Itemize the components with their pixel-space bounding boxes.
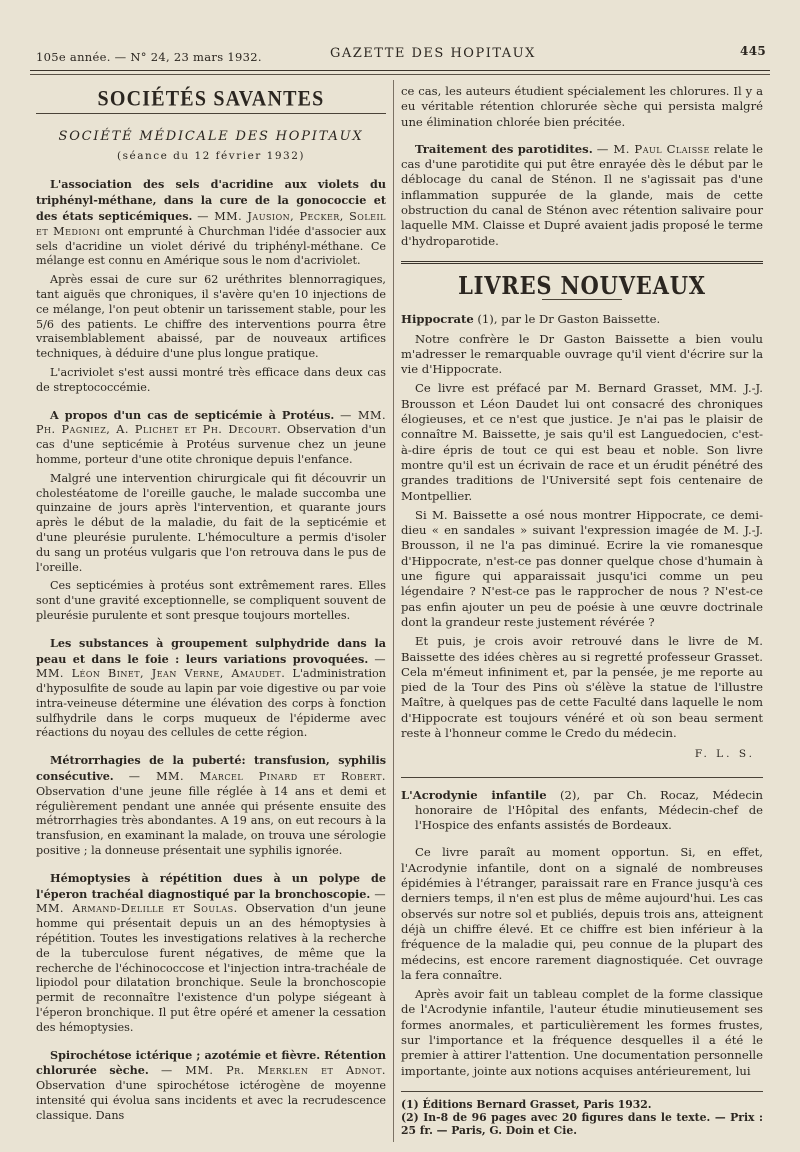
seance-date: (séance du 12 février 1932) xyxy=(117,149,305,162)
journal-title: GAZETTE DES HOPITAUX xyxy=(330,46,536,61)
article-body: Observation d'une spirochétose ictérogène de moyenne intensité qui évolua sans incidents et avec la recrudescence classique. Dans xyxy=(36,1079,386,1122)
article-authors: — MM. Pr. Merklen et Adnot. xyxy=(161,1064,386,1078)
book-title: L'Acrodynie infantile xyxy=(401,787,547,802)
article-body: L'administration d'hyposulfite de soude au lapin par voie digestive ou par voie intra-veineuse détermine une élévation des corps à fonction sulfhydrile dans le corps muqueux de l'épiderme avec réactions du noyau des cellules de cette région. xyxy=(36,667,386,740)
article-sulphydride xyxy=(36,636,386,742)
article-metrorrhagies xyxy=(36,753,386,859)
article-body: Observation d'un jeune homme qui présentait depuis un an des hémoptysies à répétition. Toutes les investigations relatives à la recherche de la tuberculose furent négatives, de même que la recherche de l'échinococcose et l'injection intra-trachéale de lipiodol pour dilatation bronchique. Seule la bronchoscopie permit de reconnaître l'existence d'un polype siégeant à l'éperon bronchique. Il put être opéré et amener la cessation des hémoptysies. xyxy=(36,902,387,1034)
footnotes xyxy=(401,1091,763,1137)
book-reference: (2), par Ch. Rocaz, Médecin honoraire de l'Hôpital des enfants, Médecin-chef de l'Hospice des enfants assistés de Bordeaux. xyxy=(415,787,764,833)
column-divider xyxy=(393,80,394,1142)
review-paragraph: Après avoir fait un tableau complet de la forme classique de l'Acrodynie infantile, l'auteur étudie minutieusement ses formes anormales, et particulièrement les formes frustes, sur l'importance et la fréquence desquelles il a été le premier à attirer l'attention. Une documentation personnelle importante, jointe aux notions acquises antérieurement, lui xyxy=(401,987,763,1078)
article-body: relate le cas d'une parotidite qui put être enrayée dès le début par le déblocage du canal de Sténon. Il ne s'agissait pas d'une inflammation suppurée de la glande, mais de cette obstruction du canal de Sténon avec rétention salivaire pour laquelle MM. Claisse et Dupré avaient jadis proposé le terme d'hydroparotide. xyxy=(401,141,763,248)
header-rule-thin xyxy=(30,74,770,75)
review-paragraph: Ce livre paraît au moment opportun. Si, en effet, l'Acrodynie infantile, dont on a signalé de nombreuses épidémies à l'étranger, paraissait rare en France jusqu'à ces derniers temps, il n'en est plus de même aujourd'hui. Les cas observés sur notre sol et publiés, depuis trois ans, atteignent déjà un chiffre élevé. Et ce chiffre est bien inférieur à la fréquence de la maladie qui, peu connue de la plupart des médecins, est encore rarement diagnostiquée. Cet ouvrage la fera connaître. xyxy=(401,845,763,982)
issue-info: 105e année. — N° 24, 23 mars 1932. xyxy=(36,50,262,64)
review-paragraph: Ce livre est préfacé par M. Bernard Grasset, MM. J.-J. Brousson et Léon Daudet lui ont consacré des chroniques élogieuses, et ce n'est que justice. Je n'ai pas le plaisir de connaître M. Baissette, je sais qu'il est Languedocien, c'est-à-dire épris de tout ce qui est beau et noble. Son livre montre qu'il est un écrivain de race et un érudit pénétré des grandes traditions de l'Université sept fois centenaire de Montpellier. xyxy=(401,381,763,503)
article-paragraph: L'acriviolet s'est aussi montré très efficace dans deux cas de streptococcémie. xyxy=(36,365,386,394)
left-column xyxy=(36,84,386,1136)
article-parotidites xyxy=(401,142,763,249)
article-title: Spirochétose ictérique ; azotémie et fièvre. Rétention chlorurée sèche. xyxy=(36,1047,386,1078)
article-body: ont emprunté à Churchman l'idée d'associer aux sels d'acridine un violet dérivé du triphényl-méthane. Ce mélange est connu en Amérique sous le nom d'acriviolet. xyxy=(36,224,386,268)
article-body: Observation d'une jeune fille réglée à 14 ans et demi et régulièrement pendant une année qui présente ensuite des métrorrhagies très abondantes. A 19 ans, on eut recours à la transfusion, en examinant la malade, on trouva une sérologie positive ; la donneuse présentait une syphilis ignorée. xyxy=(36,784,386,858)
article-hemoptysies xyxy=(36,871,386,1036)
right-column xyxy=(401,84,763,1137)
article-title: Métrorrhagies de la puberté: transfusion, syphilis consécutive. xyxy=(36,753,386,784)
article-authors: — M. Paul Claisse xyxy=(596,141,710,156)
review-paragraph: Si M. Baissette a osé nous montrer Hippocrate, ce demi-dieu « en sandales » suivant l'expression imagée de M. J.-J. Brousson, il ne l'a pas diminué. Ecrire la vie romanesque d'Hippocrate, n'est-ce pas donner quelque chose d'humain à une figure qui apparaissait jusqu'ici comme un peu légendaire ? N'est-ce pas le rapprocher de nous ? N'est-ce pas enfin ajouter un peu de poésie à une œuvre doctrinale dont la grandeur reste justement révérée ? xyxy=(401,507,763,629)
section-double-rule xyxy=(401,261,763,264)
article-title: Traitement des parotidites. xyxy=(415,141,593,156)
review-acrodynie xyxy=(401,788,763,1079)
page-number: 445 xyxy=(740,44,766,58)
page-header xyxy=(30,44,766,66)
article-paragraph: Ces septicémies à protéus sont extrêmement rares. Elles sont d'une gravité exceptionnelle, se compliquent souvent de pleurésie purulente et sont presque toujours mortelles. xyxy=(36,579,386,622)
book-reference: (1), par le Dr Gaston Baissette. xyxy=(477,312,661,327)
review-paragraph: Et puis, je crois avoir retrouvé dans le livre de M. Baissette des idées chères au si regretté professeur Grasset. Cela m'émeut infiniment et, par la pensée, je me reporte au pied de la Tour des Pins où s'élève la statue de l'illustre Maître, à quelques pas de cette Faculté dans laquelle le nom d'Hippocrate est toujours vénéré et où son beau serment reste à l'honneur comme le Credo du médecin. xyxy=(401,634,763,740)
book-title: Hippocrate xyxy=(401,312,474,327)
article-proteus xyxy=(36,408,386,624)
article-body: Observation d'un cas d'une septicémie à Protéus survenue chez un jeune homme, porteur d'une otite chronique depuis l'enfance. xyxy=(36,423,386,466)
article-spirochetose xyxy=(36,1048,386,1124)
section-title: SOCIÉTÉS SAVANTES xyxy=(97,86,325,112)
article-title: Les substances à groupement sulphydride dans la peau et dans le foie : leurs variations provoquées. xyxy=(36,635,386,666)
article-authors: — MM. Marcel Pinard et Robert. xyxy=(128,770,386,784)
article-acridine xyxy=(36,177,386,395)
review-paragraph: Notre confrère le Dr Gaston Baissette a bien voulu m'adresser le remarquable ouvrage qu'il vient d'écrire sur la vie d'Hippocrate. xyxy=(401,331,763,377)
society-title: SOCIÉTÉ MÉDICALE DES HOPITAUX xyxy=(58,128,364,144)
header-rule xyxy=(30,70,770,71)
livres-title: LIVRES NOUVEAUX xyxy=(458,271,706,300)
article-paragraph: Après essai de cure sur 62 uréthrites blennorragiques, tant aiguës que chroniques, il s'avère qu'en 10 injections de ce mélange, l'on peut obtenir un tarissement stable, pour les 5/6 des patients. Le chiffre des interventions pourra être vraisemblablement abaissé, par de nouveaux artifices techniques, à déduire d'une plus longue pratique. xyxy=(36,273,386,361)
article-title: A propos d'un cas de septicémie à Protéus. xyxy=(50,407,335,422)
footnote-2: (2) In-8 de 96 pages avec 20 figures dans le texte. — Prix : 25 fr. — Paris, G. Doin et Cie. xyxy=(401,1110,763,1137)
article-title: Hémoptysies à répétition dues à un polype de l'éperon trachéal diagnostiqué par la bronchoscopie. xyxy=(36,870,386,901)
article-authors: — MM. Armand-Delille et Soulas. xyxy=(36,887,386,916)
article-authors: — MM. Ph. Pagniez, A. Plichet et Ph. Decourt. xyxy=(36,408,387,437)
review-signature: F. L. S. xyxy=(694,748,755,761)
article-title: L'association des sels d'acridine aux violets du triphényl-méthane, dans la cure de la gonococcie et des états septicémiques. xyxy=(36,177,386,223)
continuation-text: ce cas, les auteurs étudient spécialement les chlorures. Il y a eu véritable rétention chlorurée sèche qui persista malgré une élimination chlorée bien précitée. xyxy=(401,84,763,129)
article-authors: — MM. Léon Binet, Jean Verne, Amaudet. xyxy=(36,652,386,681)
article-paragraph: Malgré une intervention chirurgicale qui fit découvrir un cholestéatome de l'oreille gauche, le malade succomba une quinzaine de jours après l'intervention, et quarante jours après le début de la maladie, du fait de la septicémie et d'une pleurésie purulente. L'hémoculture a permis d'isoler du sang un protéus vulgaris que l'on retrouva dans le pus de l'oreille. xyxy=(36,471,386,574)
footnote-1: (1) Éditions Bernard Grasset, Paris 1932. xyxy=(401,1097,652,1111)
review-separator xyxy=(401,777,763,778)
review-hippocrate xyxy=(401,312,763,762)
article-authors: — MM. Jausion, Pecker, Soleil et Medioni xyxy=(36,209,386,238)
section-rule xyxy=(36,113,386,114)
